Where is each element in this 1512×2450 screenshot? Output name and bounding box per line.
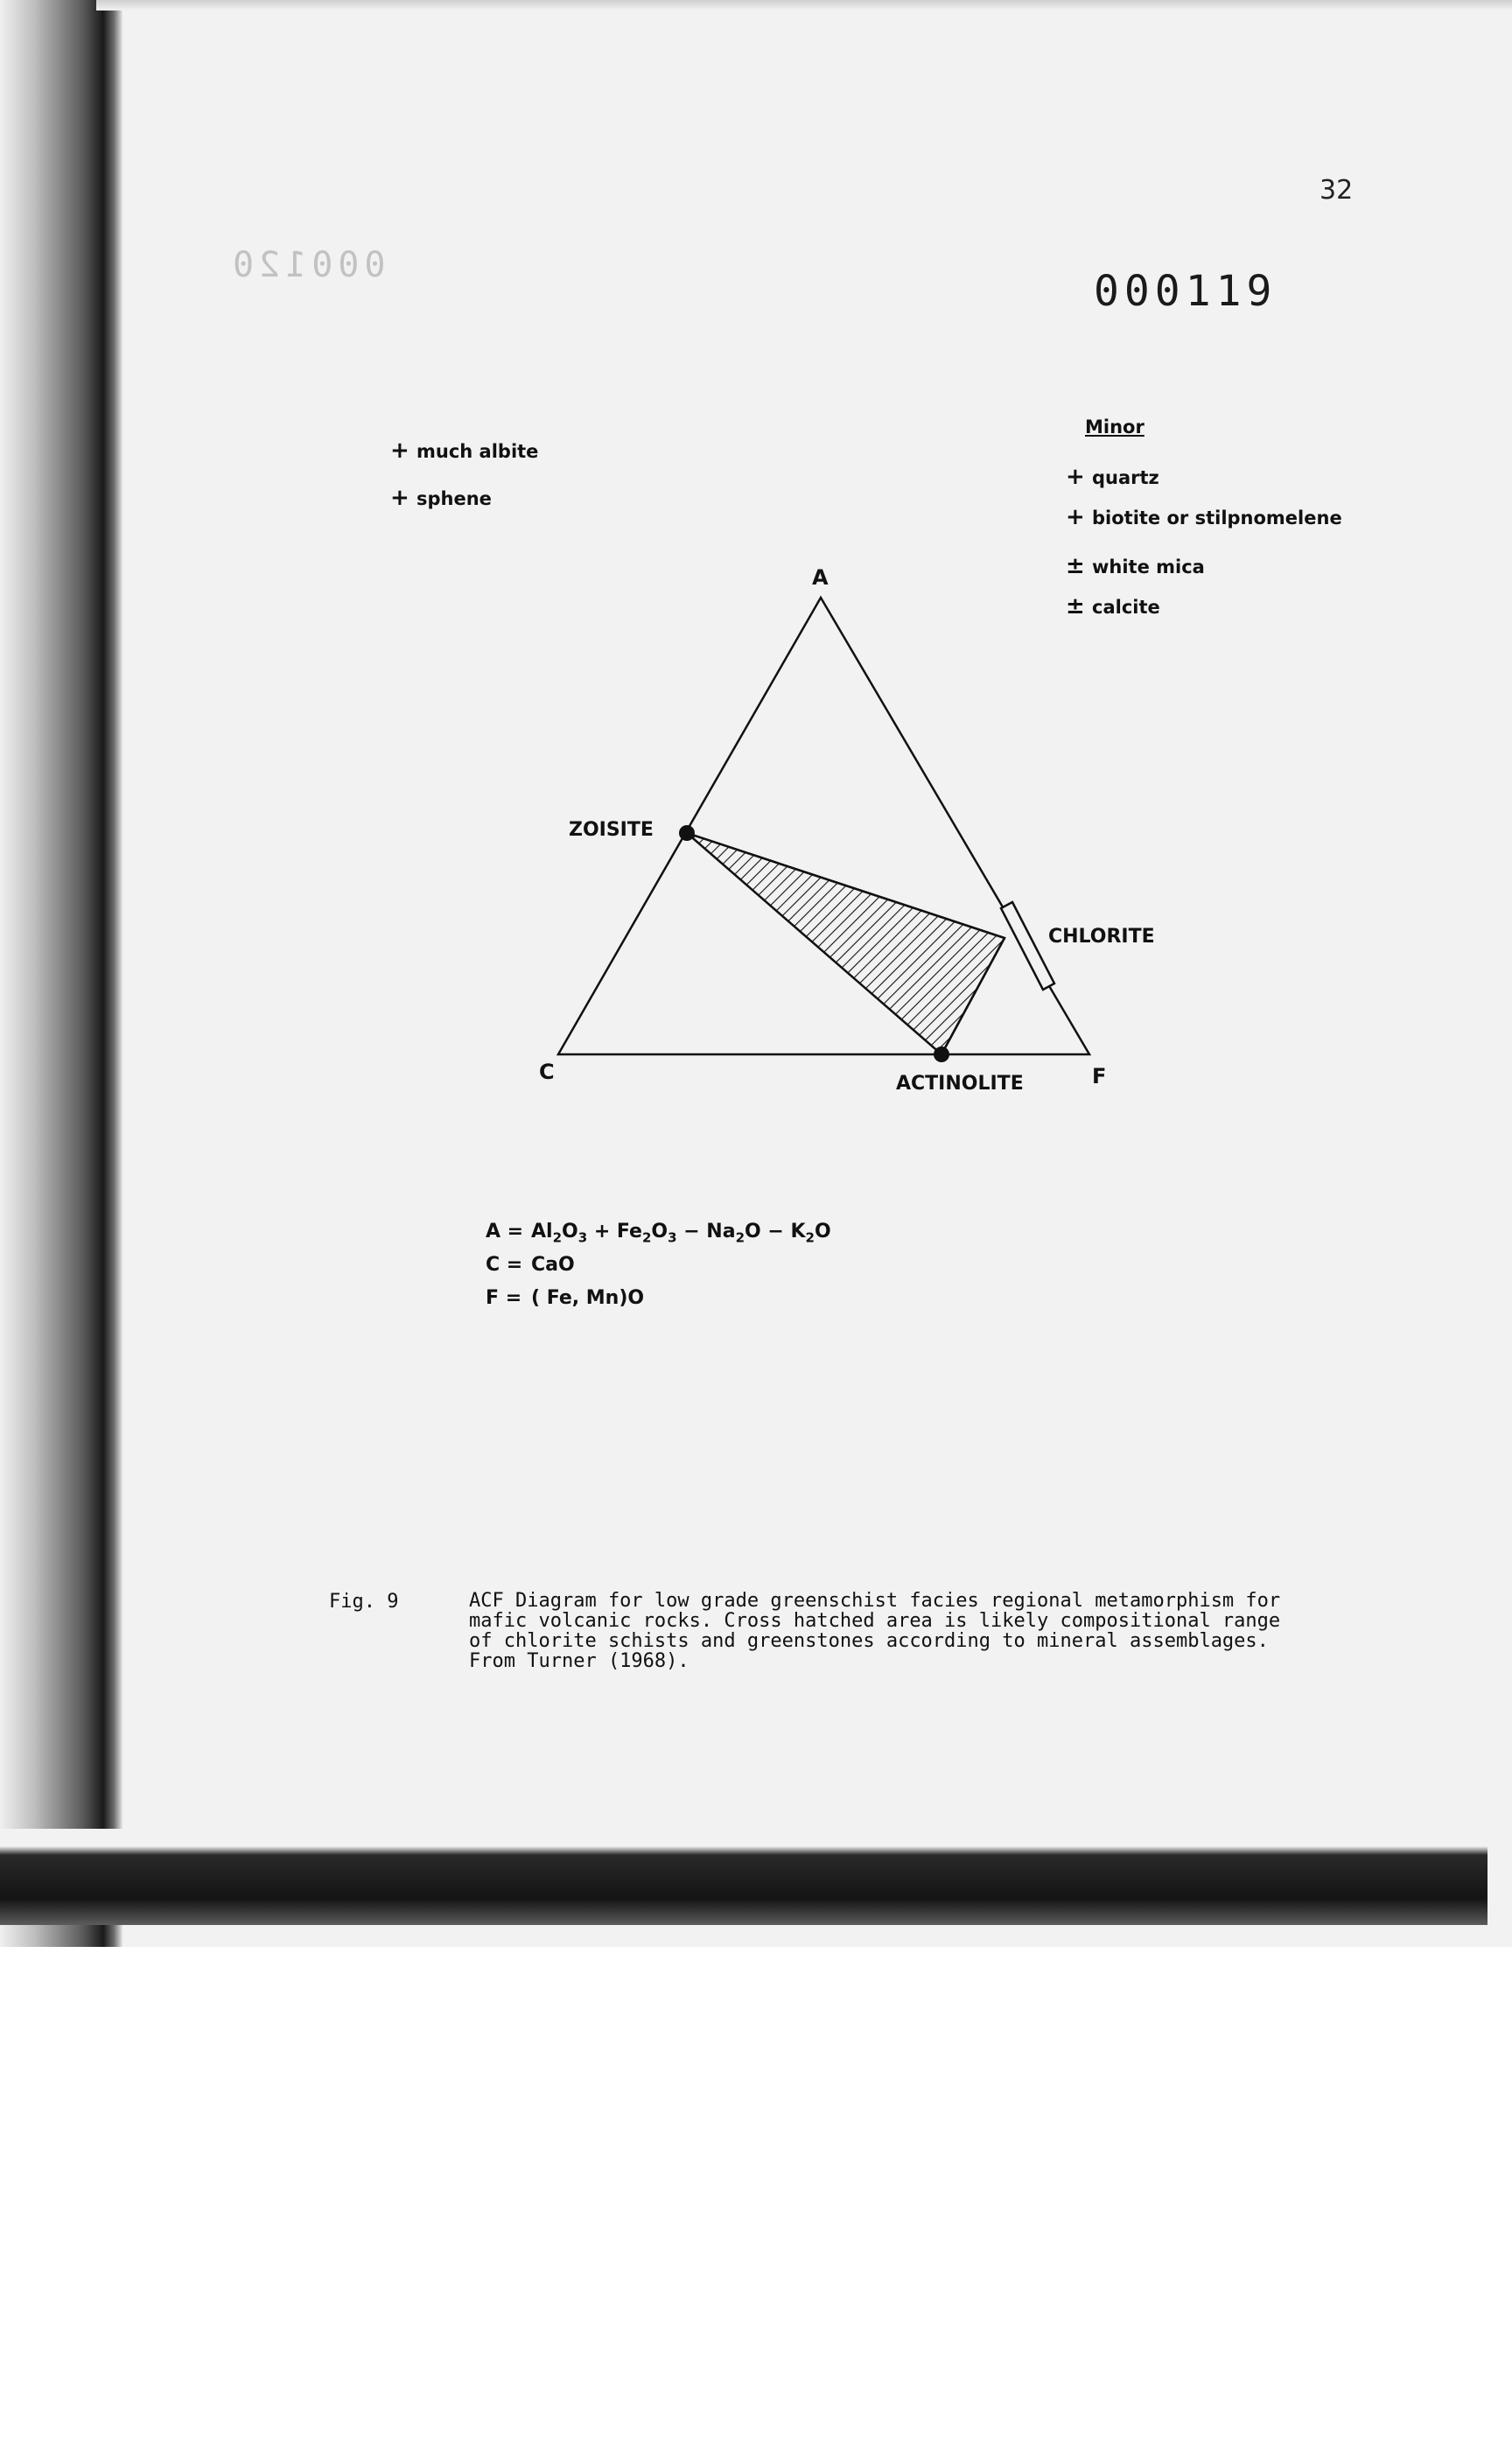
stamp-number: 000119: [1094, 267, 1278, 316]
mineral-label: quartz: [1092, 467, 1159, 488]
plus-minus-symbol: ±: [1066, 593, 1085, 620]
zoisite-label: ZOISITE: [569, 819, 654, 841]
vertex-a-label: A: [812, 565, 829, 590]
formula-f-expression: ( Fe, Mn)O: [531, 1287, 645, 1309]
actinolite-point: [934, 1046, 949, 1062]
figure-caption: ACF Diagram for low grade greenschist facies regional metamorphism for mafic volcanic rocks. Cross hatched area is likely compositional range of chlorite schists and greenstones according to mineral assemblages. From Turner (1968).: [469, 1590, 1281, 1672]
page-top-edge: [96, 0, 1512, 10]
formula-a-symbol: A =: [486, 1221, 524, 1242]
minor-heading: Minor: [1085, 416, 1144, 438]
binding-shadow: [0, 0, 122, 1947]
actinolite-label: ACTINOLITE: [896, 1073, 1024, 1095]
vertex-f-label: F: [1092, 1064, 1107, 1088]
zoisite-point: [679, 825, 695, 841]
mineral-label: biotite or stilpnomelene: [1092, 508, 1342, 528]
formula-legend: [486, 1221, 831, 1320]
mineral-label: white mica: [1092, 556, 1205, 578]
page-bottom-shadow: [0, 1829, 1488, 1925]
formula-f-symbol: F =: [486, 1287, 522, 1309]
formula-c-expression: CaO: [531, 1254, 575, 1276]
plus-symbol: +: [390, 438, 410, 464]
formula-a-expression: $Al_2O_3 + Fe_2O_3 - Na_2O - K_2O$: [531, 1221, 831, 1246]
plus-symbol: +: [1066, 464, 1085, 490]
list-item: [1066, 504, 1342, 544]
mineral-label: much albite: [416, 441, 539, 462]
list-item: [1066, 464, 1342, 504]
page-number: 32: [1320, 175, 1354, 206]
formula-a: [486, 1221, 831, 1254]
formula-c-symbol: C =: [486, 1254, 523, 1276]
left-mineral-list: [390, 438, 538, 532]
list-item: [390, 485, 538, 532]
ghost-stamp: 000120: [228, 245, 386, 285]
acf-diagram: [525, 560, 1172, 1120]
figure-label: Fig. 9: [329, 1591, 399, 1613]
formula-f: [486, 1287, 831, 1320]
cross-hatched-area: [687, 833, 1004, 1054]
plus-symbol: +: [390, 485, 410, 511]
mineral-label: sphene: [416, 488, 492, 509]
vertex-c-label: C: [539, 1060, 555, 1084]
chlorite-label: CHLORITE: [1048, 926, 1155, 948]
formula-c: [486, 1254, 831, 1287]
mineral-label: calcite: [1092, 597, 1160, 618]
plus-minus-symbol: ±: [1066, 553, 1085, 579]
plus-symbol: +: [1066, 504, 1085, 530]
chlorite-composition-bar: [1001, 902, 1054, 990]
list-item: [390, 438, 538, 485]
